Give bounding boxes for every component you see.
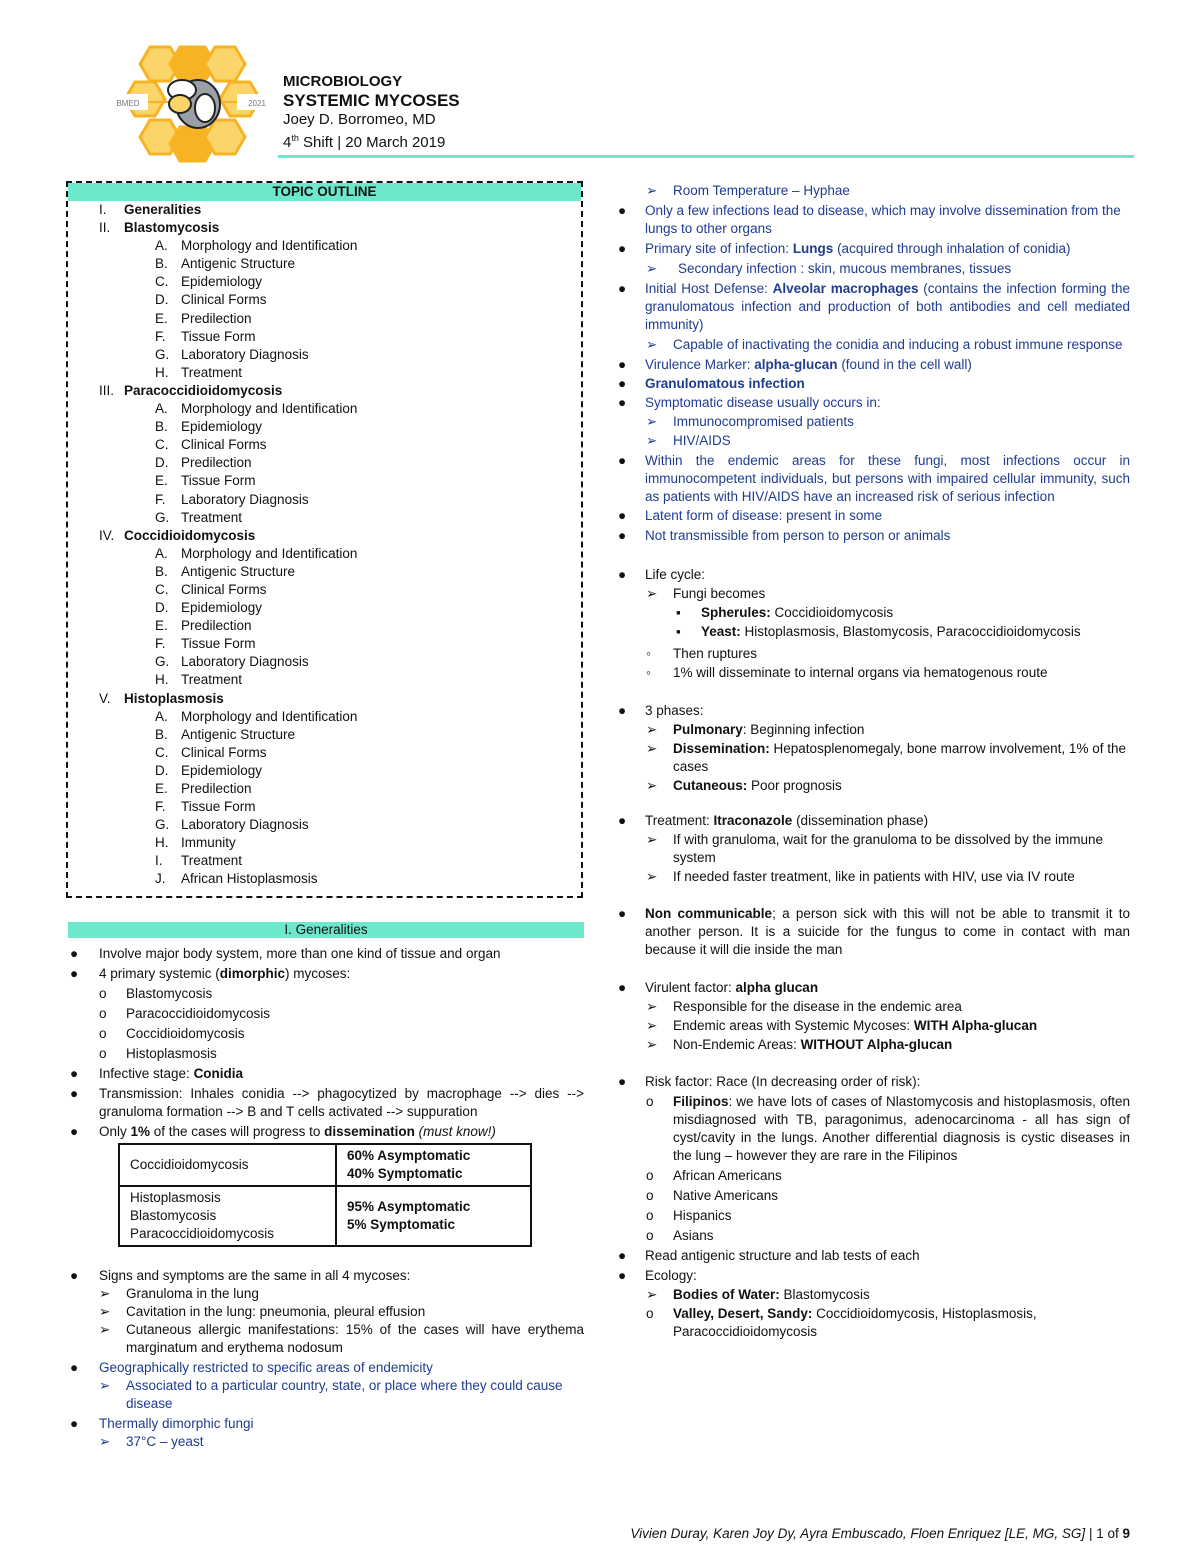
list-item: ● Life cycle: (618, 567, 706, 582)
list-item: ➢ Granuloma in the lung (99, 1286, 259, 1301)
table-row: Coccidioidomycosis 60% Asymptomatic 40% Symptomatic (119, 1144, 531, 1186)
page-number: 1 (1096, 1526, 1104, 1541)
outline-item: J. African Histoplasmosis (155, 871, 318, 887)
section-title: I. Generalities (68, 922, 584, 938)
list-item: o Asians (646, 1228, 714, 1243)
list-item: ● Initial Host Defense: Alveolar macrophages (contains the infection forming the granulomatous infection and production of both antibodies and cell mediated immunity) (618, 281, 1131, 332)
page-total: 9 (1122, 1526, 1130, 1541)
list-item: ● Only 1% of the cases will progress to dissemination (must know!) (70, 1124, 496, 1139)
list-item: ➢ Immunocompromised patients (646, 414, 854, 429)
page-footer: Vivien Duray, Karen Joy Dy, Ayra Embuscado, Floen Enriquez [LE, MG, SG] | 1 of 9 (630, 1526, 1130, 1541)
lecturer: Joey D. Borromeo, MD (283, 111, 436, 128)
list-item: ● 4 primary systemic (dimorphic) mycoses: (70, 966, 351, 981)
list-item: ● Signs and symptoms are the same in all 4 mycoses: (70, 1268, 411, 1283)
outline-item: C. Clinical Forms (155, 744, 267, 760)
list-item: o Histoplasmosis (99, 1046, 217, 1061)
list-item: ➢ Non-Endemic Areas: WITHOUT Alpha-glucan (646, 1037, 953, 1052)
table-row: Histoplasmosis Blastomycosis Paracoccidioidomycosis 95% Asymptomatic 5% Symptomatic (119, 1186, 531, 1246)
list-item: ● Granulomatous infection (618, 376, 805, 391)
list-item: ● Primary site of infection: Lungs (acquired through inhalation of conidia) (618, 241, 1071, 256)
list-item: o Valley, Desert, Sandy: Coccidioidomycosis, Histoplasmosis, Paracoccidioidomycosis (646, 1306, 1037, 1339)
list-item: ➢ Bodies of Water: Blastomycosis (646, 1287, 870, 1302)
list-item: ◦ 1% will disseminate to internal organs via hematogenous route (646, 665, 1048, 680)
outline-item: A. Morphology and Identification (155, 401, 358, 417)
list-item: ◦ Then ruptures (646, 646, 758, 661)
outline-item: B. Epidemiology (155, 419, 263, 435)
document-header (283, 72, 460, 152)
list-item: o Paracoccidioidomycosis (99, 1006, 271, 1021)
list-item: o Filipinos: we have lots of cases of Nlastomycosis and histoplasmosis, often misdiagnosed with TB, paragonimus, adenocarcinoma - all has sign of cyst/cavity in the lungs. Another differential diagnosis is cystic diseases in the lung – however they are rare in the Filipinos (646, 1094, 1130, 1163)
list-item: ● Virulent factor: alpha glucan (618, 980, 819, 995)
outline-item: F. Tissue Form (155, 799, 256, 815)
logo-honeycomb-bee (110, 42, 275, 167)
list-item: o Blastomycosis (99, 986, 213, 1001)
list-item: ➢ If needed faster treatment, like in patients with HIV, use via IV route (646, 869, 1075, 884)
outline-item: B. Antigenic Structure (155, 563, 296, 579)
outline-item: H. Treatment (155, 364, 243, 380)
list-item: ➢ Endemic areas with Systemic Mycoses: WITH Alpha-glucan (646, 1018, 1038, 1033)
list-item: ● Risk factor: Race (In decreasing order of risk): (618, 1074, 921, 1089)
list-item: o African Americans (646, 1168, 782, 1183)
list-item: ➢ Cutaneous allergic manifestations: 15% of the cases will have erythema marginatum and erythema nodosum (99, 1322, 584, 1355)
outline-item: C. Epidemiology (155, 274, 263, 290)
list-item: ● Ecology: (618, 1268, 697, 1283)
outline-item: A. Morphology and Identification (155, 708, 358, 724)
list-item: ● Symptomatic disease usually occurs in: (618, 395, 881, 410)
outline-item: H. Immunity (155, 835, 236, 851)
list-item: o Native Americans (646, 1188, 779, 1203)
list-item: ● Latent form of disease: present in some (618, 508, 883, 523)
outline-item: H. Treatment (155, 672, 243, 688)
outline-item: G. Laboratory Diagnosis (155, 817, 309, 833)
outline-item: G. Laboratory Diagnosis (155, 346, 309, 362)
list-item: o Hispanics (646, 1208, 732, 1223)
list-item: ➢ 37°C – yeast (99, 1434, 204, 1449)
outline-item: IV. Coccidioidomycosis (99, 527, 256, 543)
list-item: ● Transmission: Inhales conidia --> phagocytized by macrophage --> dies --> granuloma formation --> B and T cells activated --> suppuration (70, 1086, 584, 1119)
list-item: ➢ Dissemination: Hepatosplenomegaly, bone marrow involvement, 1% of the cases (646, 741, 1126, 774)
outline-item: I. Treatment (155, 853, 243, 869)
subject: MICROBIOLOGY (283, 73, 403, 90)
outline-item: D. Predilection (155, 455, 252, 471)
outline-item: E. Predilection (155, 781, 252, 796)
list-item: ➢ Responsible for the disease in the endemic area (646, 999, 962, 1014)
list-item: ● Geographically restricted to specific areas of endemicity (70, 1360, 433, 1375)
authors: Vivien Duray, Karen Joy Dy, Ayra Embuscado, Floen Enriquez [LE, MG, SG] (630, 1526, 1086, 1541)
topic-outline-list (100, 201, 357, 889)
outline-item: I. Generalities (99, 202, 202, 217)
list-item: ▪ Yeast: Histoplasmosis, Blastomycosis, Paracoccidioidomycosis (676, 624, 1081, 639)
list-item: ● Thermally dimorphic fungi (70, 1416, 254, 1431)
left-column (70, 945, 584, 1451)
list-item: ➢ Capable of inactivating the conidia and inducing a robust immune response (646, 337, 1123, 352)
dissemination-table (118, 1143, 532, 1247)
logo-right-text: 2021 (248, 99, 266, 108)
outline-item: E. Predilection (155, 310, 252, 326)
document-title: SYSTEMIC MYCOSES (283, 91, 460, 110)
list-item: ➢ HIV/AIDS (646, 433, 731, 448)
list-item: ➢ Fungi becomes (646, 586, 766, 601)
outline-item: F. Tissue Form (155, 328, 256, 344)
list-item: ▪ Spherules: Coccidioidomycosis (676, 605, 894, 620)
outline-item: A. Morphology and Identification (155, 545, 358, 561)
outline-item: V. Histoplasmosis (99, 690, 224, 706)
outline-item: C. Clinical Forms (155, 437, 267, 453)
outline-item: G. Treatment (155, 509, 243, 525)
outline-item: F. Laboratory Diagnosis (155, 491, 309, 507)
list-item: ● Treatment: Itraconazole (dissemination phase) (618, 813, 929, 828)
outline-item: A. Morphology and Identification (155, 238, 358, 254)
list-item: ● Read antigenic structure and lab tests of each (618, 1248, 920, 1263)
outline-item: D. Epidemiology (155, 762, 263, 778)
list-item: ● Non communicable; a person sick with this will not be able to transmit it to another person. It is a suicide for the fungus to come in contact with man because it will die inside the man (618, 906, 1130, 957)
list-item: ● Involve major body system, more than one kind of tissue and organ (70, 946, 501, 961)
topic-outline-title: TOPIC OUTLINE (68, 183, 581, 201)
list-item: ● Not transmissible from person to person or animals (618, 528, 951, 543)
list-item: ➢ If with granuloma, wait for the granuloma to be dissolved by the immune system (646, 832, 1103, 865)
outline-item: D. Clinical Forms (155, 292, 267, 308)
outline-item: E. Tissue Form (155, 473, 256, 489)
list-item: ➢ Associated to a particular country, state, or place where they could cause disease (99, 1378, 563, 1411)
list-item: ● Infective stage: Conidia (70, 1066, 244, 1081)
list-item: ➢ Cutaneous: Poor prognosis (646, 778, 842, 793)
list-item: ➢ Secondary infection : skin, mucous membranes, tissues (646, 261, 1012, 276)
list-item: o Coccidioidomycosis (99, 1026, 245, 1041)
outline-item: D. Epidemiology (155, 600, 263, 616)
outline-item: B. Antigenic Structure (155, 256, 296, 272)
outline-item: III. Paracoccidioidomycosis (99, 382, 283, 398)
shift-date: 4th Shift | 20 March 2019 (283, 133, 446, 151)
list-item: ● Virulence Marker: alpha-glucan (found in the cell wall) (618, 357, 972, 372)
list-item: ➢ Cavitation in the lung: pneumonia, pleural effusion (99, 1304, 426, 1319)
list-item: ➢ Room Temperature – Hyphae (646, 183, 850, 198)
outline-item: E. Predilection (155, 618, 252, 634)
outline-item: F. Tissue Form (155, 636, 256, 652)
list-item: ● 3 phases: (618, 703, 704, 718)
outline-item: B. Antigenic Structure (155, 726, 296, 742)
right-column (618, 182, 1130, 1341)
list-item: ● Within the endemic areas for these fungi, most infections occur in immunocompetent individuals, but persons with impaired cellular immunity, such as patients with HIV/AIDS have an increased risk of serious infection (618, 453, 1130, 504)
outline-item: G. Laboratory Diagnosis (155, 654, 309, 670)
list-item: ➢ Pulmonary: Beginning infection (646, 722, 865, 737)
outline-item: II. Blastomycosis (99, 220, 220, 236)
header-divider (278, 155, 1134, 158)
list-item: ● Only a few infections lead to disease, which may involve dissemination from the lungs to other organs (618, 203, 1121, 236)
logo-left-text: BMED (116, 99, 140, 108)
outline-item: C. Clinical Forms (155, 581, 267, 597)
